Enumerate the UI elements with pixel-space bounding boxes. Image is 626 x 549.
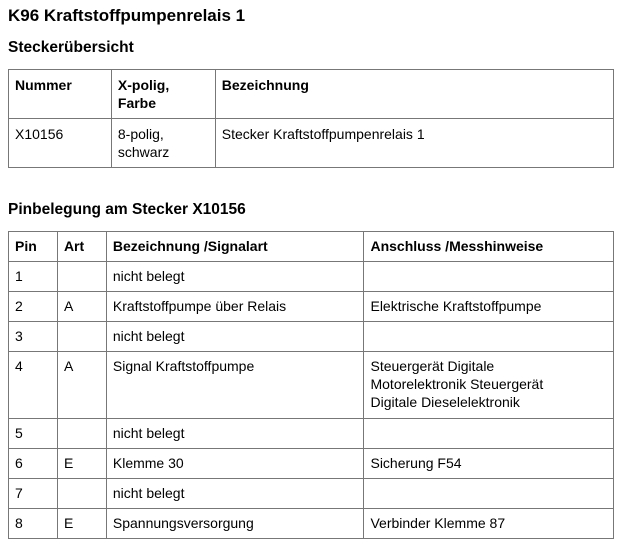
header-art: Art bbox=[57, 232, 106, 262]
cell-art: E bbox=[57, 449, 106, 479]
header-polig-line2: Farbe bbox=[117, 95, 157, 111]
header-polig-farbe bbox=[111, 70, 215, 119]
anschluss-line: Sicherung F54 bbox=[370, 455, 462, 471]
cell-bezeichnung: Signal Kraftstoffpumpe bbox=[106, 352, 364, 419]
cell-art: E bbox=[57, 509, 106, 539]
anschluss-line: Digitale Dieselelektronik bbox=[370, 394, 520, 410]
table-row bbox=[9, 262, 614, 292]
cell-anschluss bbox=[364, 352, 614, 419]
page-title: K96 Kraftstoffpumpenrelais 1 bbox=[8, 6, 246, 25]
cell-pin: 7 bbox=[9, 479, 58, 509]
table-row bbox=[9, 352, 614, 419]
table-header-row bbox=[9, 70, 614, 119]
anschluss-line: Steuergerät Digitale bbox=[370, 358, 495, 374]
connector-overview-heading: Steckerübersicht bbox=[8, 39, 134, 56]
header-bezeichnung-signalart: Bezeichnung /Signalart bbox=[106, 232, 364, 262]
header-anschluss-messhinweise: Anschluss /Messhinweise bbox=[364, 232, 614, 262]
pin-assignment-table bbox=[8, 231, 614, 539]
cell-bezeichnung: nicht belegt bbox=[106, 419, 364, 449]
cell-anschluss bbox=[364, 509, 614, 539]
table-row bbox=[9, 119, 614, 168]
header-nummer: Nummer bbox=[9, 70, 112, 119]
table-row bbox=[9, 479, 614, 509]
cell-bezeichnung: nicht belegt bbox=[106, 262, 364, 292]
table-row bbox=[9, 509, 614, 539]
cell-art bbox=[57, 262, 106, 292]
pin-assignment-heading: Pinbelegung am Stecker X10156 bbox=[8, 201, 246, 218]
cell-pin: 4 bbox=[9, 352, 58, 419]
cell-bezeichnung: nicht belegt bbox=[106, 479, 364, 509]
cell-anschluss bbox=[364, 292, 614, 322]
cell-pin: 8 bbox=[9, 509, 58, 539]
cell-polig-line1: 8-polig, bbox=[117, 126, 164, 142]
cell-anschluss bbox=[364, 322, 614, 352]
cell-anschluss bbox=[364, 262, 614, 292]
cell-art: A bbox=[57, 352, 106, 419]
cell-bezeichnung: Klemme 30 bbox=[106, 449, 364, 479]
cell-art bbox=[57, 322, 106, 352]
table-row bbox=[9, 322, 614, 352]
cell-polig-farbe bbox=[111, 119, 215, 168]
cell-art bbox=[57, 419, 106, 449]
header-polig-line1: X-polig, bbox=[117, 77, 170, 93]
cell-anschluss bbox=[364, 479, 614, 509]
cell-pin: 6 bbox=[9, 449, 58, 479]
cell-pin: 1 bbox=[9, 262, 58, 292]
connector-overview-table bbox=[8, 69, 614, 168]
header-pin: Pin bbox=[9, 232, 58, 262]
cell-pin: 2 bbox=[9, 292, 58, 322]
cell-bezeichnung: Stecker Kraftstoffpumpenrelais 1 bbox=[215, 119, 613, 168]
table-header-row bbox=[9, 232, 614, 262]
cell-nummer: X10156 bbox=[9, 119, 112, 168]
anschluss-line: Verbinder Klemme 87 bbox=[370, 515, 506, 531]
cell-pin: 5 bbox=[9, 419, 58, 449]
cell-anschluss bbox=[364, 449, 614, 479]
cell-art bbox=[57, 479, 106, 509]
cell-anschluss bbox=[364, 419, 614, 449]
cell-pin: 3 bbox=[9, 322, 58, 352]
header-bezeichnung: Bezeichnung bbox=[215, 70, 613, 119]
cell-bezeichnung: Spannungsversorgung bbox=[106, 509, 364, 539]
anschluss-line: Elektrische Kraftstoffpumpe bbox=[370, 298, 542, 314]
anschluss-line: Motorelektronik Steuergerät bbox=[370, 376, 544, 392]
cell-art: A bbox=[57, 292, 106, 322]
table-row bbox=[9, 449, 614, 479]
cell-polig-line2: schwarz bbox=[117, 144, 170, 160]
table-row bbox=[9, 419, 614, 449]
table-row bbox=[9, 292, 614, 322]
cell-bezeichnung: Kraftstoffpumpe über Relais bbox=[106, 292, 364, 322]
cell-bezeichnung: nicht belegt bbox=[106, 322, 364, 352]
